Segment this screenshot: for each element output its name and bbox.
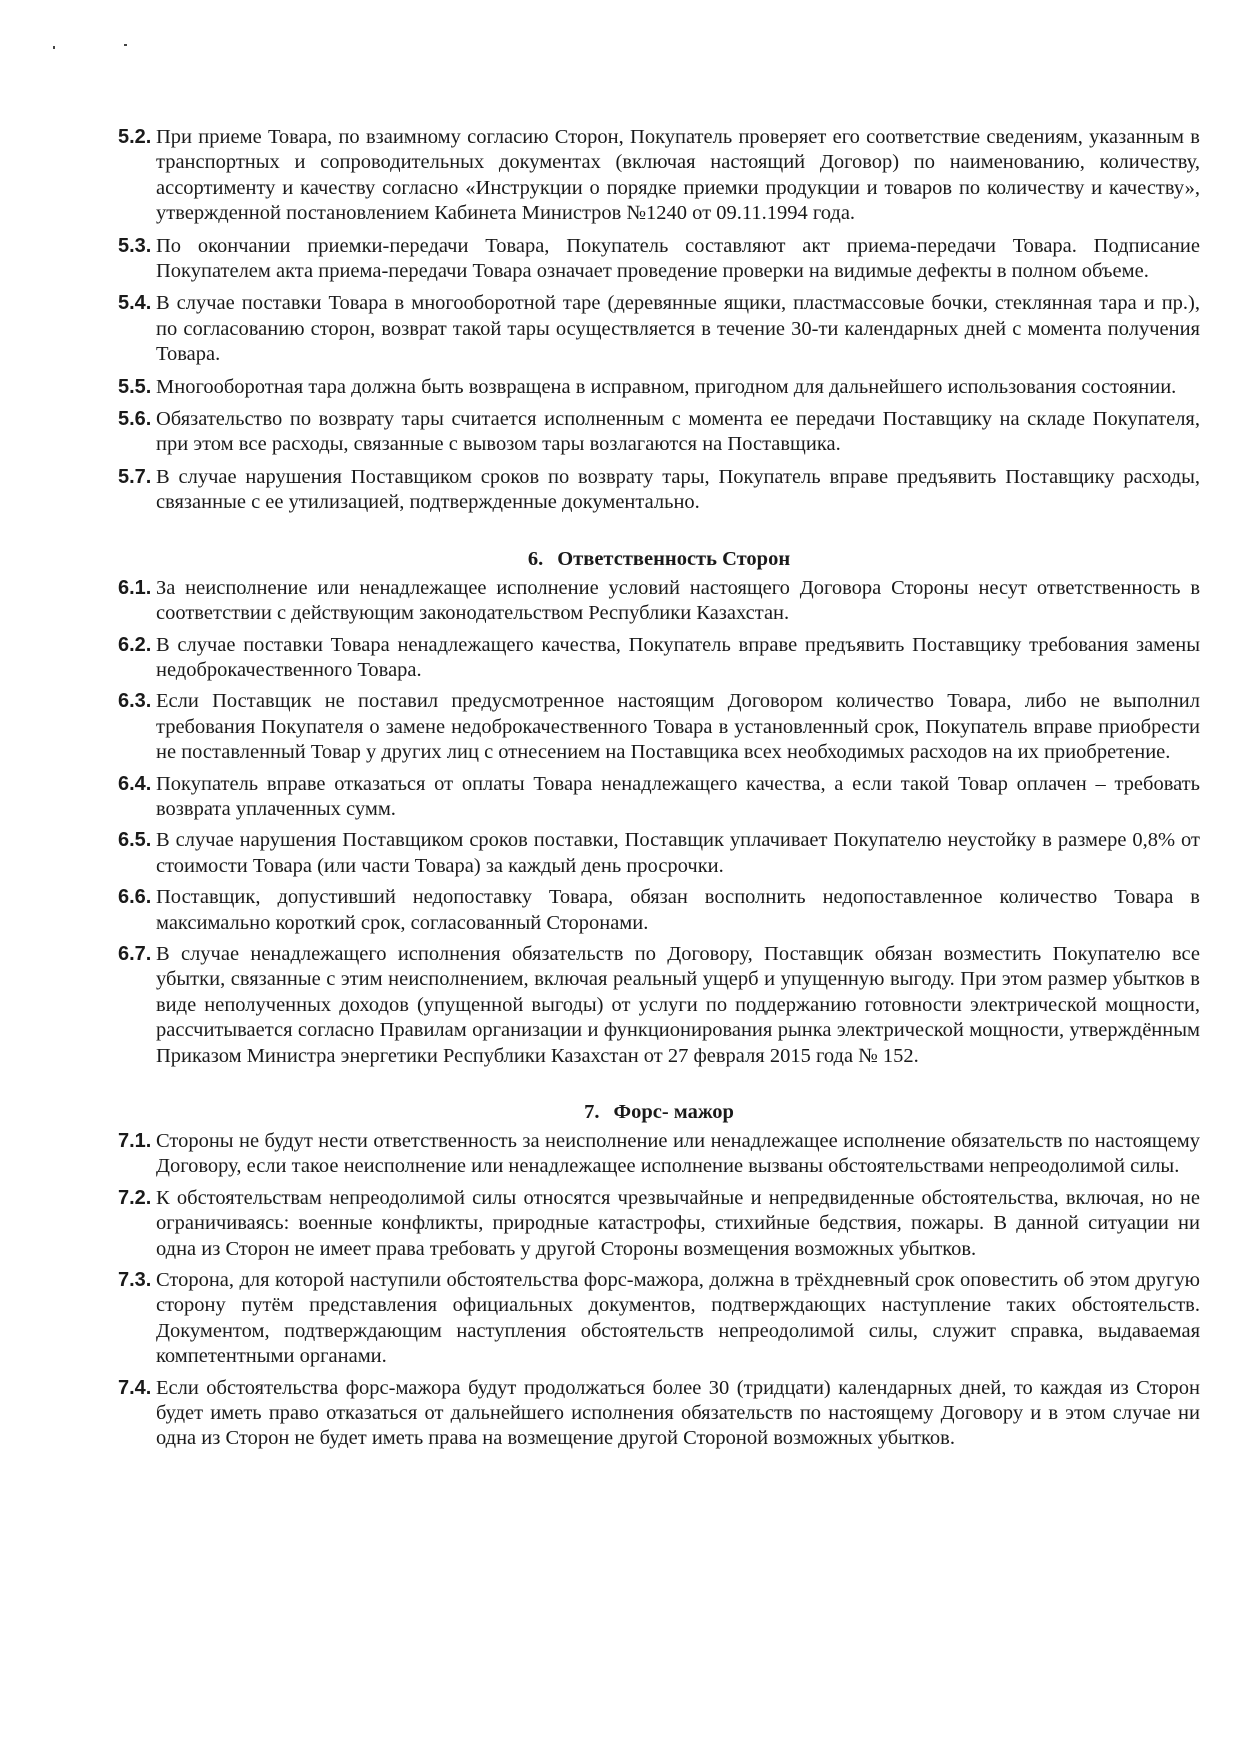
clause-7-3 <box>118 1268 1200 1370</box>
clause-text: Обязательство по возврату тары считается исполненным с момента ее передачи Поставщику на складе Покупателя, при этом все расходы, связанные с вывозом тары возлагаются на Поставщика. <box>156 408 1200 456</box>
section-5 <box>118 125 1200 516</box>
clause-number: 5.4. <box>118 292 152 315</box>
clause-number: 5.5. <box>118 375 152 398</box>
clause-7-2 <box>118 1186 1200 1262</box>
scan-speck <box>53 46 55 49</box>
clause-text: В случае нарушения Поставщиком сроков по возврату тары, Покупатель вправе предъявить Поставщику расходы, связанные с ее утилизацией, подтвержденные документально. <box>156 465 1200 514</box>
clause-number: 5.2. <box>118 126 152 148</box>
clause-number: 6.6. <box>118 886 152 909</box>
clause-number: 5.3. <box>118 234 152 257</box>
clause-text: Стороны не будут нести ответственность за неисполнение или ненадлежащее исполнение обязательств по настоящему Договору, если такое неисполнение или ненадлежащее исполнение вызваны обстоятельствами непреодолимой силы. <box>156 1130 1200 1178</box>
clause-text: При приеме Товара, по взаимному согласию Сторон, Покупатель проверяет его соответствие сведениям, указанным в транспортных и сопроводительных документах (включая настоящий Договор) по наименованию, количеству, ассортименту и качеству согласно «Инструкции о порядке приемки продукции и товаров по количеству и качеству», утвержденной постановлением Кабинета Министров №1240 от 09.11.1994 года. <box>156 126 1200 225</box>
section-heading-title: Форс- мажор <box>613 1101 734 1123</box>
section-6 <box>118 546 1200 1069</box>
clause-5-5 <box>118 375 1200 400</box>
clause-number: 7.4. <box>118 1376 152 1399</box>
clause-text: Если обстоятельства форс-мажора будут продолжаться более 30 (тридцати) календарных дней, то каждая из Сторон будет иметь право отказаться от дальнейшего исполнения обязательств по настоящему Договору и в этом случае ни одна из Сторон не будет иметь права на возмещение другой Стороной возможных убытков. <box>156 1376 1200 1450</box>
clause-text: По окончании приемки-передачи Товара, Покупатель составляют акт приема-передачи Товара. Подписание Покупателем акта приема-передачи Товара означает проведение проверки на видимые дефекты в полном объеме. <box>156 234 1200 283</box>
clause-5-7 <box>118 465 1200 516</box>
section-7 <box>118 1099 1200 1452</box>
clause-number: 6.1. <box>118 576 152 599</box>
section-heading <box>118 1099 1200 1125</box>
clause-text: Сторона, для которой наступили обстоятельства форс-мажора, должна в трёхдневный срок оповестить об этом другую сторону путём представления официальных документов, подтверждающих наступление таких обстоятельств. Документом, подтверждающим наступления обстоятельств непреодолимой силы, служит справка, выдаваемая компетентными органами. <box>156 1269 1200 1368</box>
clause-5-6 <box>118 407 1200 458</box>
clause-5-3 <box>118 234 1200 285</box>
section-heading-title: Ответственность Сторон <box>557 547 791 570</box>
clause-number: 7.2. <box>118 1186 152 1209</box>
section-heading-number: 7. <box>584 1101 600 1123</box>
clause-7-4 <box>118 1376 1200 1452</box>
clause-6-7 <box>118 942 1200 1069</box>
document-body <box>118 125 1200 1458</box>
clause-text: За неисполнение или ненадлежащее исполнение условий настоящего Договора Стороны несут ответственность в соответствии с действующим законодательством Республики Казахстан. <box>156 576 1200 625</box>
clause-6-5 <box>118 828 1200 879</box>
clause-number: 6.5. <box>118 829 152 852</box>
clause-number: 5.6. <box>118 408 152 431</box>
clause-text: В случае ненадлежащего исполнения обязательств по Договору, Поставщик обязан возместить Покупателю все убытки, связанные с этим неисполнением, включая реальный ущерб и упущенную выгоду. При этом размер убытков в виде неполученных доходов (упущенной выгоды) от услуги по поддержанию готовности электрической мощности, рассчитывается согласно Правилам организации и функционирования рынка электрической мощности, утверждённым Приказом Министра энергетики Республики Казахстан от 27 февраля 2015 года № 152. <box>156 942 1200 1067</box>
clause-number: 6.3. <box>118 690 152 713</box>
clause-6-3 <box>118 689 1200 765</box>
clause-5-2 <box>118 125 1200 227</box>
clause-text: Поставщик, допустивший недопоставку Товара, обязан восполнить недопоставленное количество Товара в максимально короткий срок, согласованный Сторонами. <box>156 886 1200 934</box>
clause-6-1 <box>118 576 1200 627</box>
section-heading <box>118 546 1200 572</box>
clause-text: Если Поставщик не поставил предусмотренное настоящим Договором количество Товара, либо не выполнил требования Покупателя о замене недоброкачественного Товара в установленный срок, Покупатель вправе приобрести не поставленный Товар у других лиц с отнесением на Поставщика всех необходимых расходов на их приобретение. <box>156 690 1200 764</box>
clause-6-4 <box>118 772 1200 823</box>
clause-number: 5.7. <box>118 465 152 488</box>
clause-text: В случае поставки Товара в многооборотной таре (деревянные ящики, пластмассовые бочки, стеклянная тара и пр.), по согласованию сторон, возврат такой тары осуществляется в течение 30-ти календарных дней с момента получения Товара. <box>156 292 1200 366</box>
clause-text: В случае поставки Товара ненадлежащего качества, Покупатель вправе предъявить Поставщику требования замены недоброкачественного Товара. <box>156 633 1200 681</box>
clause-6-2 <box>118 633 1200 684</box>
clause-number: 7.3. <box>118 1269 152 1292</box>
section-heading-number: 6. <box>527 547 544 570</box>
clause-number: 6.2. <box>118 633 152 656</box>
clause-6-6 <box>118 885 1200 936</box>
scan-speck <box>124 44 127 46</box>
clause-7-1 <box>118 1129 1200 1180</box>
clause-text: Многооборотная тара должна быть возвращена в исправном, пригодном для дальнейшего использования состоянии. <box>156 375 1177 398</box>
clause-text: К обстоятельствам непреодолимой силы относятся чрезвычайные и непредвиденные обстоятельства, включая, но не ограничиваясь: военные конфликты, природные катастрофы, стихийные бедствия, пожары. В данной ситуации ни одна из Сторон не имеет права требовать у другой Стороны возмещения возможных убытков. <box>156 1186 1200 1260</box>
clause-number: 6.4. <box>118 772 152 795</box>
clause-text: Покупатель вправе отказаться от оплаты Товара ненадлежащего качества, а если такой Товар оплачен – требовать возврата уплаченных сумм. <box>156 772 1200 820</box>
clause-text: В случае нарушения Поставщиком сроков поставки, Поставщик уплачивает Покупателю неустойку в размере 0,8% от стоимости Товара (или части Товара) за каждый день просрочки. <box>156 829 1200 877</box>
clause-number: 6.7. <box>118 942 152 965</box>
clause-5-4 <box>118 291 1200 367</box>
clause-number: 7.1. <box>118 1130 152 1152</box>
